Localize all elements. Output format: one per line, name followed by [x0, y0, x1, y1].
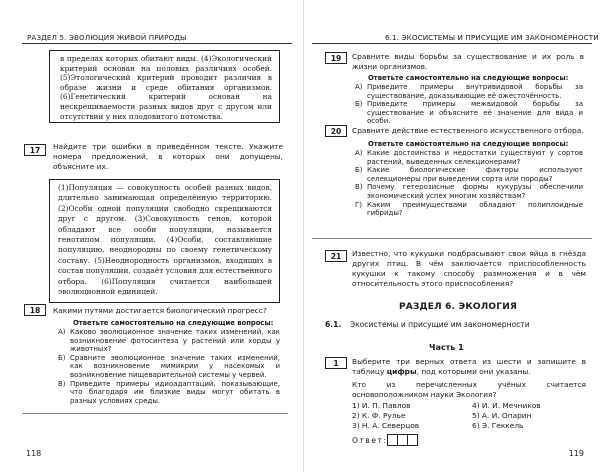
question-20-subhead: Ответьте самостоятельно на следующие вопросы:	[368, 140, 569, 148]
option-1: 1) И. П. Павлов	[352, 401, 411, 410]
question-19-number: 19	[325, 52, 347, 64]
page-number-left: 118	[26, 449, 42, 458]
question-21-text: Известно, что кукушки подбрасывают свои яйца в гнёзда других птиц. В чём заключается приспособленность кукушки к такому способу размножения и в чём относительность этого приспособления?	[352, 249, 586, 288]
list-item: А) Каково эволюционное значение таких изменений, как возникновение фотосинтеза у растений или хорды у животных?	[58, 328, 280, 354]
subsection-heading	[325, 320, 530, 329]
answer-line	[312, 238, 592, 239]
question-21-number: 21	[325, 250, 347, 262]
part-title: Часть 1	[429, 343, 464, 352]
list-item: В) Почему гетерозисные формы кукурузы обеспечили экономический успех многим хозяйствам?	[355, 183, 583, 200]
question-20-list	[355, 149, 583, 218]
question-19-text: Сравните виды борьбы за существование и их роль в жизни организмов.	[352, 52, 584, 71]
answer-label: Ответ:	[352, 436, 388, 445]
option-2: 2) К. Ф. Рулье	[352, 411, 406, 420]
header-rule-right	[312, 43, 592, 44]
answer-line	[22, 413, 288, 414]
question-18-text: Какими путями достигается биологический прогресс?	[53, 306, 267, 315]
question-19-subhead: Ответьте самостоятельно на следующие вопросы:	[368, 74, 569, 82]
running-head-right: 6.1. ЭКОСИСТЕМЫ И ПРИСУЩИЕ ИМ ЗАКОНОМЕРНОСТИ	[385, 33, 599, 42]
list-item: Б) Какие биологические факторы используют селекционеры при выведении сорта или породы?	[355, 166, 583, 183]
option-4: 4) И. И. Мечников	[472, 401, 541, 410]
question-1-options	[352, 401, 586, 431]
subsection-number: 6.1.	[325, 320, 342, 329]
section-title: РАЗДЕЛ 6. ЭКОЛОГИЯ	[399, 302, 518, 312]
answer-cell[interactable]	[407, 434, 418, 446]
question-20-number: 20	[325, 125, 347, 137]
question-17-text: Найдите три ошибки в приведённом тексте. Укажите номера предложений, в которых они допущены, объясните их.	[53, 142, 283, 171]
emphasis-digits: цифры	[386, 367, 417, 376]
option-3: 3) Н. А. Северцов	[352, 421, 420, 430]
running-head-left: РАЗДЕЛ 5. ЭВОЛЮЦИЯ ЖИВОЙ ПРИРОДЫ	[27, 33, 187, 42]
question-18-subhead: Ответьте самостоятельно на следующие вопросы:	[73, 319, 274, 327]
list-item: Б) Приведите примеры межвидовой борьбы за существование и объясните её значение для вида и особи.	[355, 100, 583, 126]
option-6: 6) Э. Геккель	[472, 421, 524, 430]
criteria-text: в пределах которых обитают виды. (4)Экологический критерий основан на половых различиях особей. (5)Этологический критерий проводит различия в образе жизни и среде обитания организмов. (6)Генетический критерий основан на нескрещиваемости разных видов друг с другом или отсутствии у них плодовитого потомства.	[60, 54, 272, 121]
question-1-number: 1	[325, 357, 347, 369]
subsection-title: Экосистемы и присущие им закономерности	[349, 320, 530, 329]
question-1-question: Кто из перечисленных учёных считается основоположником науки Экология?	[352, 380, 586, 399]
right-page	[304, 0, 608, 472]
question-18-number: 18	[24, 304, 46, 316]
question-20-text: Сравните действие естественного искусственного отбора.	[352, 126, 584, 135]
question-1-intro: Выберите три верных ответа из шести и запишите в таблицу цифры, под которыми они указаны.	[352, 357, 586, 376]
option-5: 5) А. И. Опарин	[472, 411, 532, 420]
question-19-list	[355, 83, 583, 126]
header-rule-left	[22, 43, 292, 44]
list-item: А) Приведите примеры внутривидовой борьбы за существование, доказывающие её ожесточённость.	[355, 83, 583, 100]
list-item: А) Какие достоинства и недостатки существуют у сортов растений, выведенных селекционерами?	[355, 149, 583, 166]
question-18-list	[58, 328, 280, 405]
list-item: Г) Каким преимуществами обладают полиплоидные гибриды?	[355, 200, 583, 218]
page-number-right: 119	[568, 449, 584, 458]
list-item: Б) Сравните эволюционное значение таких изменений, как возникновение мимикрии у насекомых и возникновение пищеварительной системы у червей.	[58, 353, 280, 379]
question-17-passage: (1)Популяция — совокупность особей разных видов, длительно занимающая определённую территорию. (2)Особи одной популяции свободно скрещиваются друг с другом. (3)Совокупность генов, которой обладают все особи популяции, называется генотипом популяции. (4)Особи, составляющие популяцию, неоднородны по своему генетическому составу. (5)Неоднородность организмов, входящих в состав популяции, создаёт условия для естественного отбора. (6)Популяция считается наибольшей эволюционной единицей.	[58, 183, 272, 297]
question-17-number: 17	[24, 144, 46, 156]
list-item: В) Приведите примеры идиоадаптаций, показывающие, что благодаря им близкие виды могут обитать в разных условиях среды.	[58, 379, 280, 405]
